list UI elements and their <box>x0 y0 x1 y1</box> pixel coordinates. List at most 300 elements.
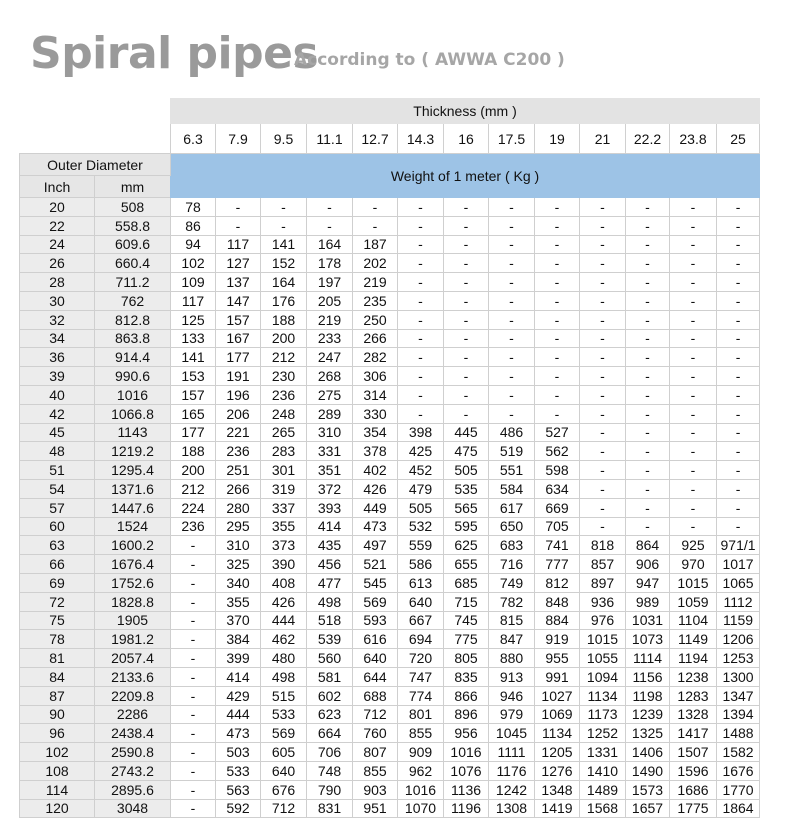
weight-cell: 127 <box>216 254 261 273</box>
weight-cell: 625 <box>444 536 489 555</box>
weight-cell: 962 <box>398 761 444 780</box>
weight-cell: - <box>626 367 670 386</box>
weight-cell: 373 <box>261 536 307 555</box>
weight-cell: 295 <box>216 517 261 536</box>
weight-cell: - <box>216 216 261 235</box>
weight-cell: - <box>717 291 760 310</box>
weight-cell: 976 <box>580 611 626 630</box>
weight-cell: - <box>717 423 760 442</box>
weight-cell: 426 <box>353 479 398 498</box>
weight-cell: - <box>171 630 216 649</box>
weight-cell: 685 <box>444 573 489 592</box>
mm-cell: 1828.8 <box>95 592 171 611</box>
inch-cell: 57 <box>20 498 95 517</box>
weight-cell: 584 <box>489 479 535 498</box>
weight-cell: - <box>580 198 626 217</box>
mm-cell: 863.8 <box>95 329 171 348</box>
weight-cell: 705 <box>535 517 580 536</box>
weight-cell: - <box>171 799 216 818</box>
weight-cell: 414 <box>307 517 353 536</box>
weight-cell: 250 <box>353 310 398 329</box>
inch-cell: 26 <box>20 254 95 273</box>
weight-cell: - <box>580 517 626 536</box>
weight-cell: - <box>535 254 580 273</box>
weight-cell: - <box>444 348 489 367</box>
thickness-value: 6.3 <box>171 124 216 154</box>
weight-cell: 473 <box>216 724 261 743</box>
mm-cell: 2590.8 <box>95 743 171 762</box>
weight-cell: - <box>489 291 535 310</box>
weight-cell: 946 <box>489 686 535 705</box>
weight-cell: 818 <box>580 536 626 555</box>
weight-cell: - <box>444 367 489 386</box>
weight-cell: 1159 <box>717 611 760 630</box>
weight-cell: 212 <box>171 479 216 498</box>
inch-cell: 24 <box>20 235 95 254</box>
weight-cell: 236 <box>171 517 216 536</box>
weight-cell: - <box>580 479 626 498</box>
weight-cell: 688 <box>353 686 398 705</box>
weight-cell: 749 <box>489 573 535 592</box>
weight-cell: - <box>626 235 670 254</box>
weight-cell: 777 <box>535 555 580 574</box>
thickness-value: 22.2 <box>626 124 670 154</box>
mm-cell: 2057.4 <box>95 649 171 668</box>
weight-cell: - <box>216 198 261 217</box>
weight-cell: - <box>626 404 670 423</box>
weight-cell: 586 <box>398 555 444 574</box>
weight-cell: 1016 <box>444 743 489 762</box>
weight-cell: 1308 <box>489 799 535 818</box>
weight-cell: 951 <box>353 799 398 818</box>
weight-cell: 157 <box>216 310 261 329</box>
weight-cell: 1864 <box>717 799 760 818</box>
inch-cell: 51 <box>20 461 95 480</box>
weight-cell: 1657 <box>626 799 670 818</box>
weight-cell: 355 <box>216 592 261 611</box>
weight-cell: 936 <box>580 592 626 611</box>
weight-cell: 1198 <box>626 686 670 705</box>
weight-cell: 125 <box>171 310 216 329</box>
weight-cell: 319 <box>261 479 307 498</box>
weight-cell: 152 <box>261 254 307 273</box>
weight-cell: 355 <box>261 517 307 536</box>
weight-cell: - <box>261 198 307 217</box>
weight-header: Weight of 1 meter ( Kg ) <box>171 154 760 198</box>
weight-cell: 1069 <box>535 705 580 724</box>
weight-cell: 1490 <box>626 761 670 780</box>
weight-cell: 444 <box>261 611 307 630</box>
table-row <box>20 724 760 743</box>
weight-cell: 1196 <box>444 799 489 818</box>
inch-cell: 66 <box>20 555 95 574</box>
weight-cell: 280 <box>216 498 261 517</box>
weight-cell: 569 <box>353 592 398 611</box>
weight-cell: 426 <box>261 592 307 611</box>
weight-cell: 117 <box>216 235 261 254</box>
weight-cell: 909 <box>398 743 444 762</box>
weight-cell: 562 <box>535 442 580 461</box>
weight-cell: 1582 <box>717 743 760 762</box>
weight-cell: 473 <box>353 517 398 536</box>
weight-cell: 167 <box>216 329 261 348</box>
weight-cell: 191 <box>216 367 261 386</box>
weight-cell: 1111 <box>489 743 535 762</box>
mm-cell: 990.6 <box>95 367 171 386</box>
weight-cell: - <box>717 461 760 480</box>
weight-cell: - <box>670 329 717 348</box>
weight-cell: 1070 <box>398 799 444 818</box>
table-row <box>20 498 760 517</box>
inch-cell: 28 <box>20 273 95 292</box>
weight-cell: 230 <box>261 367 307 386</box>
weight-cell: 408 <box>261 573 307 592</box>
weight-cell: 1173 <box>580 705 626 724</box>
weight-cell: 1017 <box>717 555 760 574</box>
weight-cell: 1059 <box>670 592 717 611</box>
weight-cell: - <box>580 498 626 517</box>
mm-cell: 1143 <box>95 423 171 442</box>
weight-cell: - <box>670 291 717 310</box>
weight-cell: - <box>717 216 760 235</box>
table-row <box>20 348 760 367</box>
weight-cell: 325 <box>216 555 261 574</box>
weight-cell: - <box>489 235 535 254</box>
weight-cell: 266 <box>216 479 261 498</box>
weight-cell: 399 <box>216 649 261 668</box>
weight-cell: 505 <box>398 498 444 517</box>
weight-cell: - <box>626 423 670 442</box>
mm-cell: 1905 <box>95 611 171 630</box>
weight-cell: 527 <box>535 423 580 442</box>
thickness-value: 7.9 <box>216 124 261 154</box>
weight-cell: - <box>626 310 670 329</box>
weight-cell: - <box>535 329 580 348</box>
table-row <box>20 291 760 310</box>
weight-cell: 533 <box>216 761 261 780</box>
inch-cell: 69 <box>20 573 95 592</box>
weight-cell: 133 <box>171 329 216 348</box>
table-row <box>20 780 760 799</box>
table-row <box>20 799 760 818</box>
weight-cell: 913 <box>489 667 535 686</box>
weight-cell: 720 <box>398 649 444 668</box>
weight-cell: 480 <box>261 649 307 668</box>
weight-cell: 462 <box>261 630 307 649</box>
weight-cell: 178 <box>307 254 353 273</box>
mm-cell: 1752.6 <box>95 573 171 592</box>
inch-cell: 96 <box>20 724 95 743</box>
weight-cell: - <box>670 498 717 517</box>
inch-cell: 78 <box>20 630 95 649</box>
weight-cell: - <box>580 291 626 310</box>
weight-cell: 247 <box>307 348 353 367</box>
weight-cell: - <box>580 348 626 367</box>
weight-cell: 644 <box>353 667 398 686</box>
weight-cell: - <box>717 329 760 348</box>
weight-cell: 187 <box>353 235 398 254</box>
thickness-value: 11.1 <box>307 124 353 154</box>
weight-cell: - <box>626 385 670 404</box>
weight-cell: 177 <box>171 423 216 442</box>
thickness-value: 23.8 <box>670 124 717 154</box>
weight-cell: - <box>717 348 760 367</box>
weight-cell: 206 <box>216 404 261 423</box>
weight-cell: 1348 <box>535 780 580 799</box>
weight-cell: - <box>171 592 216 611</box>
mm-cell: 1371.6 <box>95 479 171 498</box>
weight-cell: 1300 <box>717 667 760 686</box>
weight-cell: 498 <box>261 667 307 686</box>
thickness-value: 21 <box>580 124 626 154</box>
weight-cell: 390 <box>261 555 307 574</box>
weight-cell: - <box>489 385 535 404</box>
inch-cell: 32 <box>20 310 95 329</box>
weight-cell: 864 <box>626 536 670 555</box>
weight-cell: 1328 <box>670 705 717 724</box>
weight-cell: - <box>535 404 580 423</box>
table-row <box>20 254 760 273</box>
table-row <box>20 517 760 536</box>
weight-cell: 351 <box>307 461 353 480</box>
weight-cell: 903 <box>353 780 398 799</box>
weight-cell: 1252 <box>580 724 626 743</box>
weight-cell: 812 <box>535 573 580 592</box>
weight-cell: 282 <box>353 348 398 367</box>
weight-cell: 503 <box>216 743 261 762</box>
weight-cell: 1686 <box>670 780 717 799</box>
weight-cell: - <box>670 385 717 404</box>
inch-cell: 40 <box>20 385 95 404</box>
thickness-value: 19 <box>535 124 580 154</box>
weight-cell: 782 <box>489 592 535 611</box>
weight-cell: 634 <box>535 479 580 498</box>
weight-cell: 266 <box>353 329 398 348</box>
weight-cell: 1027 <box>535 686 580 705</box>
weight-cell: 1406 <box>626 743 670 762</box>
weight-cell: - <box>580 273 626 292</box>
weight-cell: - <box>580 235 626 254</box>
weight-cell: 897 <box>580 573 626 592</box>
thickness-value: 12.7 <box>353 124 398 154</box>
weight-cell: 1488 <box>717 724 760 743</box>
weight-cell: 1176 <box>489 761 535 780</box>
weight-cell: 202 <box>353 254 398 273</box>
weight-cell: 402 <box>353 461 398 480</box>
weight-cell: - <box>398 235 444 254</box>
weight-cell: - <box>171 780 216 799</box>
weight-cell: - <box>398 329 444 348</box>
table-row <box>20 536 760 555</box>
weight-cell: 1347 <box>717 686 760 705</box>
weight-cell: 835 <box>444 667 489 686</box>
weight-cell: 640 <box>261 761 307 780</box>
mm-cell: 1016 <box>95 385 171 404</box>
mm-cell: 762 <box>95 291 171 310</box>
weight-cell: 1568 <box>580 799 626 818</box>
weight-cell: 748 <box>307 761 353 780</box>
weight-cell: 801 <box>398 705 444 724</box>
weight-cell: 306 <box>353 367 398 386</box>
table-row <box>20 235 760 254</box>
weight-cell: 1417 <box>670 724 717 743</box>
weight-cell: - <box>489 404 535 423</box>
mm-cell: 1981.2 <box>95 630 171 649</box>
weight-cell: - <box>580 423 626 442</box>
table-row <box>20 705 760 724</box>
weight-cell: - <box>580 461 626 480</box>
weight-cell: 807 <box>353 743 398 762</box>
inch-cell: 72 <box>20 592 95 611</box>
thickness-value: 17.5 <box>489 124 535 154</box>
weight-cell: 188 <box>261 310 307 329</box>
weight-cell: - <box>717 310 760 329</box>
weight-cell: 747 <box>398 667 444 686</box>
weight-cell: 991 <box>535 667 580 686</box>
weight-cell: 716 <box>489 555 535 574</box>
inch-cell: 60 <box>20 517 95 536</box>
weight-cell: 452 <box>398 461 444 480</box>
weight-cell: 712 <box>261 799 307 818</box>
weight-cell: - <box>444 329 489 348</box>
weight-cell: - <box>535 385 580 404</box>
weight-cell: - <box>171 573 216 592</box>
weight-cell: 815 <box>489 611 535 630</box>
weight-cell: 592 <box>216 799 261 818</box>
weight-cell: 535 <box>444 479 489 498</box>
weight-cell: 164 <box>307 235 353 254</box>
mm-cell: 1066.8 <box>95 404 171 423</box>
weight-cell: - <box>171 611 216 630</box>
weight-cell: - <box>580 442 626 461</box>
mm-cell: 2438.4 <box>95 724 171 743</box>
weight-cell: 712 <box>353 705 398 724</box>
weight-cell: 498 <box>307 592 353 611</box>
weight-cell: - <box>171 705 216 724</box>
weight-cell: 372 <box>307 479 353 498</box>
weight-cell: - <box>580 254 626 273</box>
weight-cell: 251 <box>216 461 261 480</box>
inch-cell: 87 <box>20 686 95 705</box>
weight-cell: 176 <box>261 291 307 310</box>
weight-cell: 1394 <box>717 705 760 724</box>
weight-cell: 956 <box>444 724 489 743</box>
weight-cell: - <box>398 291 444 310</box>
mm-cell: 2133.6 <box>95 667 171 686</box>
weight-cell: - <box>261 216 307 235</box>
weight-cell: - <box>444 404 489 423</box>
weight-cell: 1134 <box>535 724 580 743</box>
inch-cell: 54 <box>20 479 95 498</box>
weight-cell: 477 <box>307 573 353 592</box>
weight-cell: 102 <box>171 254 216 273</box>
weight-cell: - <box>626 329 670 348</box>
weight-cell: 896 <box>444 705 489 724</box>
weight-cell: 165 <box>171 404 216 423</box>
weight-cell: 435 <box>307 536 353 555</box>
weight-cell: - <box>670 273 717 292</box>
weight-cell: 551 <box>489 461 535 480</box>
table-row <box>20 649 760 668</box>
weight-cell: - <box>670 479 717 498</box>
weight-cell: - <box>670 461 717 480</box>
weight-cell: - <box>171 686 216 705</box>
weight-cell: - <box>489 348 535 367</box>
mm-cell: 558.8 <box>95 216 171 235</box>
weight-cell: - <box>670 254 717 273</box>
weight-cell: 532 <box>398 517 444 536</box>
table-row <box>20 743 760 762</box>
mm-cell: 1600.2 <box>95 536 171 555</box>
weight-cell: - <box>307 198 353 217</box>
inch-cell: 22 <box>20 216 95 235</box>
weight-cell: 370 <box>216 611 261 630</box>
weight-cell: - <box>398 404 444 423</box>
weight-cell: 655 <box>444 555 489 574</box>
mm-cell: 2743.2 <box>95 761 171 780</box>
inch-cell: 114 <box>20 780 95 799</box>
table-row <box>20 573 760 592</box>
weight-cell: - <box>535 216 580 235</box>
weight-cell: - <box>580 310 626 329</box>
inch-cell: 81 <box>20 649 95 668</box>
weight-cell: - <box>670 216 717 235</box>
mm-cell: 1524 <box>95 517 171 536</box>
mm-cell: 914.4 <box>95 348 171 367</box>
weight-cell: 565 <box>444 498 489 517</box>
weight-cell: - <box>670 235 717 254</box>
weight-cell: - <box>535 198 580 217</box>
weight-cell: 331 <box>307 442 353 461</box>
mm-cell: 3048 <box>95 799 171 818</box>
weight-cell: 86 <box>171 216 216 235</box>
weight-cell: 521 <box>353 555 398 574</box>
weight-cell: 429 <box>216 686 261 705</box>
weight-cell: - <box>171 536 216 555</box>
weight-cell: 354 <box>353 423 398 442</box>
weight-cell: - <box>626 254 670 273</box>
weight-cell: 444 <box>216 705 261 724</box>
weight-cell: 581 <box>307 667 353 686</box>
weight-cell: 200 <box>261 329 307 348</box>
page-subtitle: According to ( AWWA C200 ) <box>294 50 565 70</box>
weight-cell: - <box>535 273 580 292</box>
weight-cell: 1114 <box>626 649 670 668</box>
mm-cell: 1295.4 <box>95 461 171 480</box>
weight-cell: 569 <box>261 724 307 743</box>
weight-cell: - <box>626 216 670 235</box>
inch-cell: 75 <box>20 611 95 630</box>
weight-cell: 774 <box>398 686 444 705</box>
table-row <box>20 761 760 780</box>
weight-cell: 141 <box>261 235 307 254</box>
weight-cell: - <box>489 310 535 329</box>
weight-cell: - <box>717 367 760 386</box>
weight-cell: 275 <box>307 385 353 404</box>
inch-cell: 102 <box>20 743 95 762</box>
weight-cell: - <box>489 198 535 217</box>
table-row <box>20 404 760 423</box>
table-row <box>20 630 760 649</box>
weight-cell: - <box>535 348 580 367</box>
table-row <box>20 310 760 329</box>
inch-cell: 48 <box>20 442 95 461</box>
weight-cell: 855 <box>353 761 398 780</box>
weight-cell: 1489 <box>580 780 626 799</box>
weight-cell: 337 <box>261 498 307 517</box>
table-row <box>20 216 760 235</box>
weight-cell: - <box>580 404 626 423</box>
